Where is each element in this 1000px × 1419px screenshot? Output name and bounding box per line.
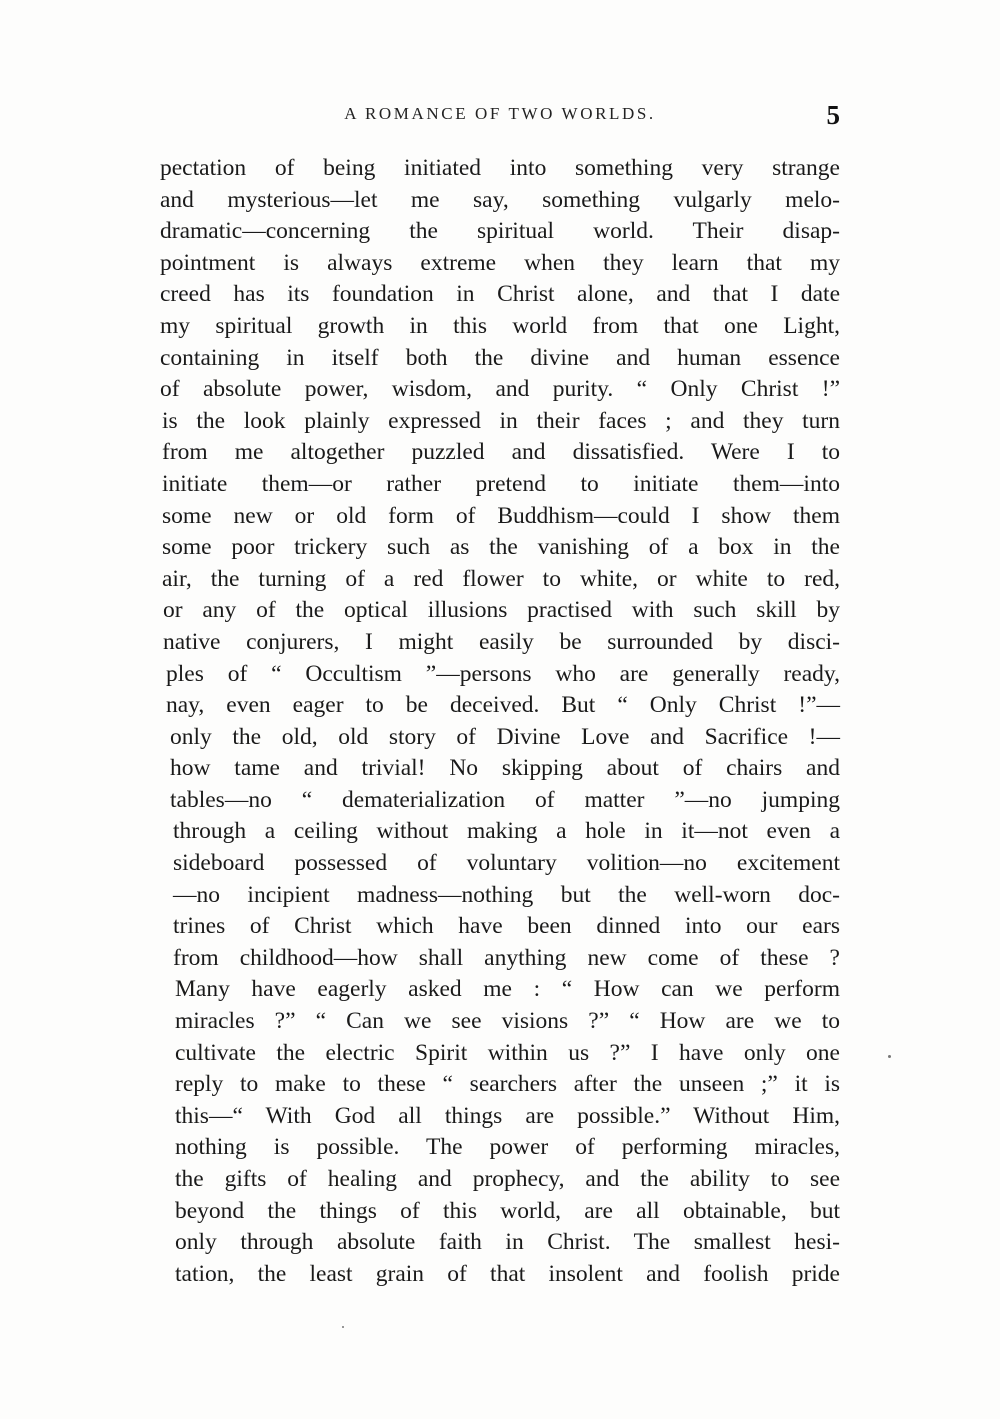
text-line: sideboard possessed of voluntary volition—no excitement <box>173 850 840 877</box>
text-line: initiate them—or rather pretend to initiate them—into <box>162 470 840 497</box>
running-title: A ROMANCE OF TWO WORLDS. <box>344 104 656 123</box>
text-line: only the old, old story of Divine Love and Sacrifice !— <box>170 723 840 750</box>
text-line: pointment is always extreme when they learn that my <box>160 249 840 276</box>
text-line: how tame and trivial! No skipping about of chairs and <box>170 755 840 782</box>
text-line: tables—no “ dematerialization of matter ”—no jumping <box>170 786 840 813</box>
text-line: Many have eagerly asked me : “ How can we perform <box>175 976 840 1003</box>
text-line: some new or old form of Buddhism—could I show them <box>162 502 840 529</box>
text-line: nothing is possible. The power of performing miracles, <box>175 1134 840 1161</box>
text-line: or any of the optical illusions practised with such skill by <box>163 597 840 624</box>
text-line: my spiritual growth in this world from that one Light, <box>160 312 840 339</box>
text-line: only through absolute faith in Christ. The smallest hesi- <box>175 1229 840 1256</box>
scan-speck <box>888 1055 891 1058</box>
text-line: reply to make to these “ searchers after the unseen ;” it is <box>175 1071 840 1098</box>
text-line: some poor trickery such as the vanishing of a box in the <box>162 534 840 561</box>
text-line: dramatic—concerning the spiritual world. Their disap- <box>160 218 840 245</box>
text-line: this—“ With God all things are possible.” Without Him, <box>175 1102 840 1129</box>
text-line: of absolute power, wisdom, and purity. “ Only Christ !” <box>160 376 840 403</box>
text-line: beyond the things of this world, are all obtainable, but <box>175 1197 840 1224</box>
text-line: pectation of being initiated into something very strange <box>160 155 840 181</box>
text-line: ples of “ Occultism ”—persons who are generally ready, <box>166 660 840 687</box>
text-line: native conjurers, I might easily be surrounded by disci- <box>163 628 840 655</box>
text-line: from me altogether puzzled and dissatisfied. Were I to <box>162 439 840 466</box>
text-line: tation, the least grain of that insolent and foolish pride <box>175 1260 840 1287</box>
scan-speck <box>342 1326 344 1328</box>
body-text <box>160 153 840 1290</box>
text-line: creed has its foundation in Christ alone, and that I date <box>160 281 840 308</box>
text-line: trines of Christ which have been dinned into our ears <box>173 913 840 940</box>
text-line: the gifts of healing and prophecy, and the ability to see <box>175 1166 840 1192</box>
text-line: from childhood—how shall anything new come of these ? <box>173 944 840 971</box>
text-line: cultivate the electric Spirit within us ?” I have only one <box>175 1039 840 1066</box>
text-line: containing in itself both the divine and human essence <box>160 344 840 371</box>
running-head <box>160 100 840 130</box>
text-line: and mysterious—let me say, something vulgarly melo- <box>160 186 840 213</box>
text-line: is the look plainly expressed in their faces ; and they turn <box>162 407 840 434</box>
text-line: through a ceiling without making a hole in it—not even a <box>173 818 840 845</box>
text-line: —no incipient madness—nothing but the well-worn doc- <box>173 881 840 908</box>
page-number: 5 <box>826 100 840 130</box>
text-line: nay, even eager to be deceived. But “ Only Christ !”— <box>166 692 840 719</box>
text-line: air, the turning of a red flower to white, or white to red, <box>162 565 840 592</box>
text-line: miracles ?” “ Can we see visions ?” “ How are we to <box>175 1008 840 1035</box>
